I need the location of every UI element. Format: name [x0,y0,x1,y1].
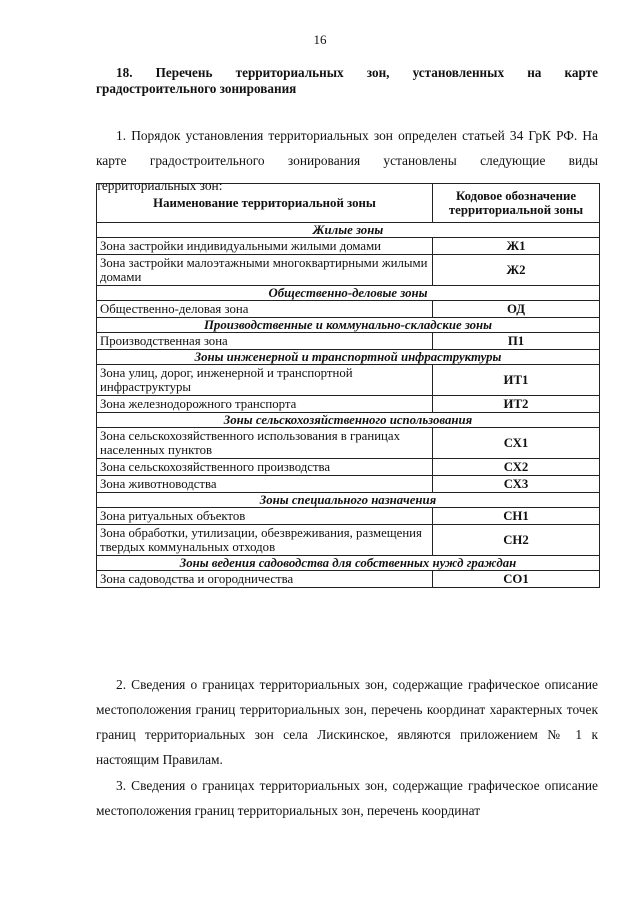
zones-table-body [97,223,600,588]
table-row [97,396,600,413]
zone-code-cell: СО1 [433,571,600,588]
table-row [97,333,600,350]
page-number: 16 [313,32,327,47]
paragraph-2: 2. Сведения о границах территориальных зон, содержащие графическое описание местоположения границ территориальных зон, перечень координат характерных точек границ территориальных зон села Лискинское, являются приложением № 1 к настоящим Правилам. [96,677,598,767]
zone-code-cell: СН2 [433,525,600,556]
table-row [97,301,600,318]
table-row [97,365,600,396]
zone-name-cell: Зона обработки, утилизации, обезвреживания, размещения твердых коммунальных отходов [97,525,433,556]
section-title: Перечень территориальных зон, установленных на карте градостроительного зонирования [96,65,599,96]
header-zone-name: Наименование территориальной зоны [97,184,433,223]
zone-group-row [97,286,600,301]
zone-name-cell: Общественно-деловая зона [97,301,433,318]
paragraph-3: 3. Сведения о границах территориальных зон, содержащие графическое описание местоположения границ территориальных зон, перечень координат [96,778,598,818]
zone-code-cell: СХ1 [433,428,600,459]
zone-name-cell: Зона сельскохозяйственного производства [97,459,433,476]
zone-code-cell: Ж1 [433,238,600,255]
zone-group-row [97,318,600,333]
header-zone-code: Кодовое обозначение территориальной зоны [433,184,600,223]
zone-code-cell: ИТ2 [433,396,600,413]
section-number: 18. [116,65,133,80]
table-row [97,476,600,493]
zones-table [96,183,600,588]
zone-group-title: Зоны ведения садоводства для собственных нужд граждан [97,556,600,571]
zone-group-row [97,413,600,428]
zone-group-title: Жилые зоны [97,223,600,238]
zone-name-cell: Зона застройки малоэтажными многоквартирными жилыми домами [97,255,433,286]
table-header-row [97,184,600,223]
zone-group-title: Производственные и коммунально-складские зоны [97,318,600,333]
zone-group-title: Зоны специального назначения [97,493,600,508]
zone-code-cell: Ж2 [433,255,600,286]
table-row [97,571,600,588]
table-row [97,525,600,556]
zone-name-cell: Зона садоводства и огородничества [97,571,433,588]
zone-group-title: Зоны инженерной и транспортной инфраструктуры [97,350,600,365]
table-row [97,238,600,255]
zone-name-cell: Зона улиц, дорог, инженерной и транспортной инфраструктуры [97,365,433,396]
table-row [97,428,600,459]
zone-name-cell: Зона ритуальных объектов [97,508,433,525]
zone-code-cell: П1 [433,333,600,350]
zone-code-cell: СН1 [433,508,600,525]
table-row [97,459,600,476]
zone-code-cell: ОД [433,301,600,318]
zone-name-cell: Зона застройки индивидуальными жилыми домами [97,238,433,255]
zone-group-title: Зоны сельскохозяйственного использования [97,413,600,428]
intro-paragraph: 1. Порядок установления территориальных зон определен статьей 34 ГрК РФ. На карте градостроительного зонирования установлены следующие виды территориальных зон: [96,128,598,193]
zone-group-row [97,223,600,238]
zone-name-cell: Производственная зона [97,333,433,350]
zone-code-cell: ИТ1 [433,365,600,396]
zone-group-row [97,350,600,365]
table-row [97,508,600,525]
zone-name-cell: Зона железнодорожного транспорта [97,396,433,413]
table-row [97,255,600,286]
zone-code-cell: СХ2 [433,459,600,476]
zone-group-title: Общественно-деловые зоны [97,286,600,301]
zone-name-cell: Зона животноводства [97,476,433,493]
zone-group-row [97,556,600,571]
section-heading [96,65,598,97]
zone-group-row [97,493,600,508]
zone-name-cell: Зона сельскохозяйственного использования в границах населенных пунктов [97,428,433,459]
zone-code-cell: СХ3 [433,476,600,493]
